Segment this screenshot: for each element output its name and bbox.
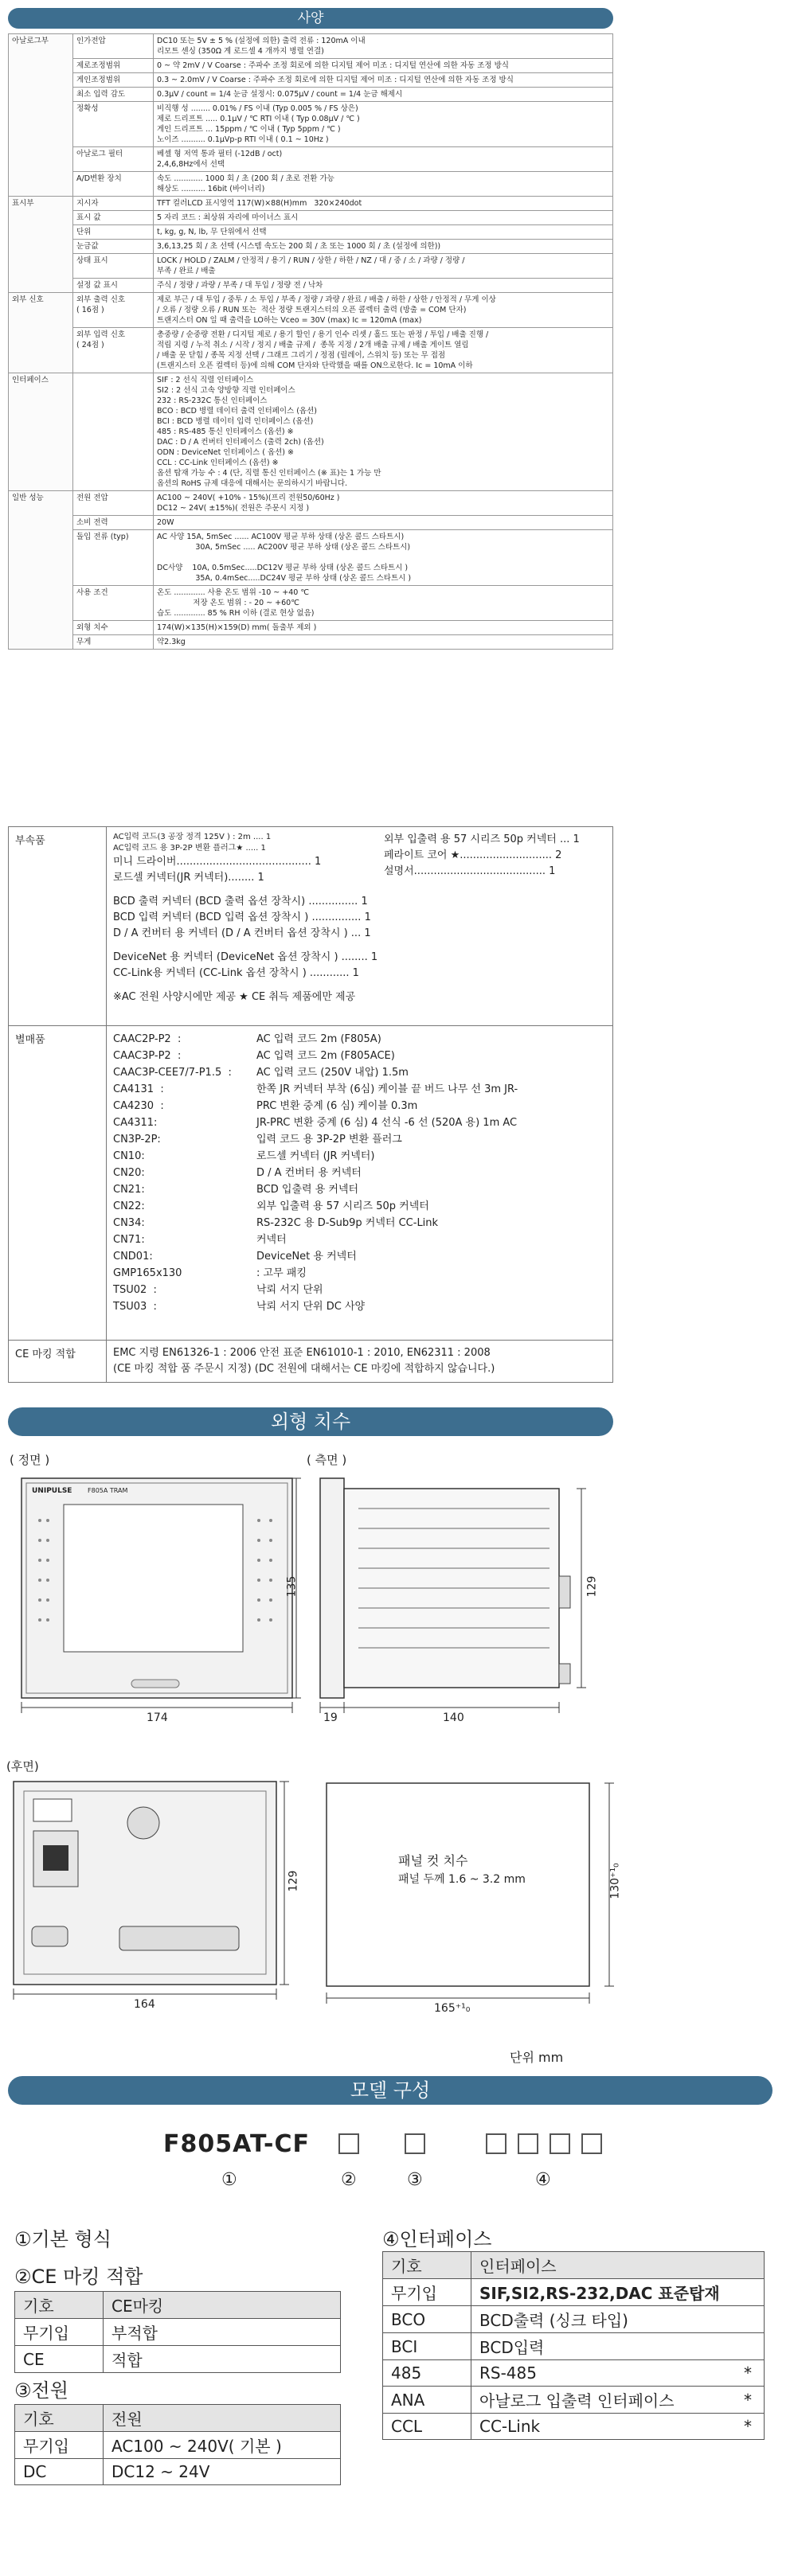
front-view-drawing bbox=[22, 1478, 301, 1713]
spec-value: TFT 컬러LCD 표시영역 117(W)×88(H)mm 320×240dot bbox=[154, 197, 613, 211]
accessory-item: CC-Link용 커넥터 (CC-Link 옵션 장착시 ) ............ 1 bbox=[113, 967, 359, 979]
option-code: CN21: bbox=[113, 1184, 145, 1196]
model-code: F805AT-CF bbox=[163, 2130, 311, 2158]
power-table-row bbox=[15, 2432, 341, 2459]
ce-table-row bbox=[15, 2346, 341, 2373]
spec-value: 비직행 성 ........ 0.01% / FS 이내 (Typ 0.005 % / FS 상은) 제로 드리프트 ..... 0.1μV / ℃ RTI 이내 ( Typ 0.08μV / ℃ ) 게인 드리프트 ... 15ppm / ℃ 이내 ( Typ 5ppm / ℃ ) 노이즈 .......... 0.1μVp-p RTI 이내 ( 0.1 ~ 10Hz ) bbox=[154, 102, 613, 147]
spec-value: 0.3 ~ 2.0mV / V Coarse : 주파수 조정 회로에 의한 디지털 제어 미조 : 디지털 연산에 의한 자동 조정 방식 bbox=[154, 73, 613, 88]
panel-cutout-drawing bbox=[327, 1783, 614, 2004]
table-cell: RS-485 bbox=[471, 2360, 733, 2387]
cutout-title: 패널 컷 치수 bbox=[398, 1853, 468, 1868]
front-model-label: F805A TRAM bbox=[88, 1487, 128, 1494]
ce-table bbox=[14, 2291, 341, 2373]
option-code: GMP165x130 bbox=[113, 1267, 182, 1279]
accessory-item: BCD 입력 커넥터 (BCD 입력 옵션 장착시 ) ............... 1 bbox=[113, 911, 371, 923]
cutout-width-dim: 165⁺¹₀ bbox=[434, 2002, 471, 2015]
power-table-row bbox=[15, 2405, 341, 2432]
spec-item: 지시자 bbox=[73, 197, 154, 211]
spec-category: 외부 신호 bbox=[9, 293, 73, 328]
table-cell: 기호 bbox=[383, 2252, 471, 2279]
spec-item: 외부 출력 신호 ( 16점 ) bbox=[73, 293, 154, 328]
option-code: CN22: bbox=[113, 1200, 145, 1212]
option-desc: D / A 컨버터 용 커넥터 bbox=[256, 1167, 362, 1179]
interface-table-row bbox=[383, 2252, 765, 2279]
option-desc: 낙뢰 서지 단위 DC 사양 bbox=[256, 1301, 366, 1313]
table-cell: CE마킹 bbox=[104, 2292, 341, 2319]
table-cell: 무기입 bbox=[15, 2432, 104, 2459]
spec-item: A/D변환 장치 bbox=[73, 172, 154, 197]
cutout-subtitle: 패널 두께 1.6 ~ 3.2 mm bbox=[398, 1873, 526, 1886]
interface-table-row bbox=[383, 2387, 765, 2414]
option-code: CAAC2P-P2 : bbox=[113, 1033, 182, 1045]
option-code: CAAC3P-P2 : bbox=[113, 1050, 182, 1062]
interface-table-row bbox=[383, 2306, 765, 2333]
table-cell: 485 bbox=[383, 2360, 471, 2387]
table-cell: ANA bbox=[383, 2387, 471, 2414]
ce-line-1: EMC 지령 EN61326-1 : 2006 안전 표준 EN61010-1 : 2010, EN62311 : 2008 bbox=[113, 1347, 491, 1359]
unit-label: 단위 mm bbox=[510, 2050, 564, 2065]
spec-value: 온도 ............. 사용 온도 범위 -10 ~ +40 ℃ 저장 온도 범위 : - 20 ~ +60℃ 습도 ............. 85 % RH 이하 (결로 현상 없음) bbox=[154, 586, 613, 621]
spec-category: 아날로그부 bbox=[9, 34, 73, 59]
front-view-label: ( 정면 ) bbox=[10, 1453, 50, 1467]
spec-item: 외부 입력 신호 ( 24점 ) bbox=[73, 328, 154, 373]
table-cell: CCL bbox=[383, 2414, 471, 2440]
ce-line-2: (CE 마킹 적합 품 주문시 지정) (DC 전원에 대해서는 CE 마킹에 적합하지 않습니다.) bbox=[113, 1363, 495, 1375]
table-cell: 전원 bbox=[104, 2405, 341, 2432]
interface-code-box-4 bbox=[581, 2133, 602, 2154]
spec-item: 정확성 bbox=[73, 102, 154, 147]
model-title-banner bbox=[8, 2076, 772, 2105]
spec-item: 최소 입력 감도 bbox=[73, 88, 154, 102]
option-desc: BCD 입출력 용 커넥터 bbox=[256, 1184, 359, 1196]
interface-table-row bbox=[383, 2279, 765, 2306]
option-code: CN3P-2P: bbox=[113, 1134, 161, 1146]
side-view-drawing bbox=[320, 1478, 586, 1713]
spec-value: 20W bbox=[154, 516, 613, 530]
spec-value: 0 ~ 약 2mV / V Coarse : 주파수 조정 회로에 의한 디지털 제어 미조 : 디지털 연산에 의한 자동 조정 방식 bbox=[154, 59, 613, 73]
option-code: CN34: bbox=[113, 1217, 145, 1229]
table-cell bbox=[732, 2306, 765, 2333]
spec-item: 전원 전압 bbox=[73, 491, 154, 516]
table-cell: DC bbox=[15, 2459, 104, 2485]
spec-value: t, kg, g, N, lb, 무 단위에서 선택 bbox=[154, 225, 613, 240]
spec-value: 약2.3kg bbox=[154, 635, 613, 650]
option-desc: JR-PRC 변환 중계 (6 심) 4 선식 -6 선 (520A 용) 1m AC bbox=[256, 1117, 518, 1129]
table-cell: 무기입 bbox=[15, 2319, 104, 2346]
option-desc: 외부 입출력 용 57 시리즈 50p 커넥터 bbox=[256, 1200, 429, 1212]
power-table-row bbox=[15, 2459, 341, 2485]
table-cell: * bbox=[732, 2360, 765, 2387]
table-cell: CC-Link bbox=[471, 2414, 733, 2440]
spec-value: 베셀 형 저역 통과 필터 (-12dB / oct) 2,4,6,8Hz에서 선택 bbox=[154, 147, 613, 172]
side-view-label: ( 측면 ) bbox=[307, 1453, 347, 1467]
table-cell: 부적합 bbox=[104, 2319, 341, 2346]
side-height-dim: 129 bbox=[585, 1575, 599, 1598]
option-code: CA4230 : bbox=[113, 1100, 164, 1112]
table-cell bbox=[732, 2252, 765, 2279]
spec-item: 인가전압 bbox=[73, 34, 154, 59]
spec-item: 소비 전력 bbox=[73, 516, 154, 530]
table-cell bbox=[732, 2333, 765, 2360]
accessory-item: 미니 드라이버......................................... 1 bbox=[113, 856, 322, 868]
table-cell: BCD출력 (싱크 타입) bbox=[471, 2306, 733, 2333]
option-desc: AC 입력 코드 (250V 내압) 1.5m bbox=[256, 1067, 409, 1079]
accessory-item: 페라이트 코어 ★............................ 2 bbox=[384, 849, 562, 861]
marker-2: ② bbox=[341, 2170, 357, 2190]
table-cell: 기호 bbox=[15, 2405, 104, 2432]
spec-item: 돌입 전류 (typ) bbox=[73, 530, 154, 586]
marker-1: ① bbox=[221, 2170, 237, 2190]
table-cell bbox=[732, 2279, 765, 2306]
spec-item: 외형 치수 bbox=[73, 621, 154, 635]
option-desc: PRC 변환 중계 (6 심) 케이블 0.3m bbox=[256, 1100, 418, 1112]
table-cell: CE bbox=[15, 2346, 104, 2373]
option-code: CND01: bbox=[113, 1251, 153, 1263]
accessory-label: 부속품 bbox=[9, 827, 107, 1026]
table-cell: BCD입력 bbox=[471, 2333, 733, 2360]
option-code: TSU03 : bbox=[113, 1301, 157, 1313]
option-code: TSU02 : bbox=[113, 1284, 157, 1296]
table-cell: SIF,SI2,RS-232,DAC 표준탑재 bbox=[471, 2279, 733, 2306]
spec-title: 사양 bbox=[297, 10, 324, 26]
accessory-item: DeviceNet 용 커넥터 (DeviceNet 옵션 장착시 ) ........ 1 bbox=[113, 951, 378, 963]
spec-value: 0.3μV / count = 1/4 눈금 설정시: 0.075μV / count = 1/4 눈금 해제시 bbox=[154, 88, 613, 102]
ce-table-row bbox=[15, 2319, 341, 2346]
spec-value: SIF : 2 선식 직렬 인터페이스 SI2 : 2 선식 고속 양방향 직렬 인터페이스 232 : RS-232C 통신 인터페이스 BCO : BCD 병렬 데이터 출력 인터페이스 (옵션) BCI : BCD 병렬 데이터 입력 인터페이스 (옵션) 485 : RS-485 통신 인터페이스 (옵션) ※ DAC : D / A 컨버터 인터페이스 (출력 2ch) (옵션) ODN : DeviceNet 인터페이스 ( 옵션) ※ CCL : CC-Link 인터페이스 (옵션) ※ 옵션 탑재 가능 수 : 4 (단, 직렬 통신 인터페이스 (※ 표)는 1 가능 만 옵션의 RoHS 규제 대응에 대해서는 문의하시기 바랍니다. bbox=[154, 373, 613, 491]
spec-item: 아날로그 필터 bbox=[73, 147, 154, 172]
interface-table-row bbox=[383, 2360, 765, 2387]
spec-value: 3,6,13,25 회 / 초 선택 (시스템 속도는 200 회 / 초 또는 1000 회 / 초 (설정에 의한)) bbox=[154, 240, 613, 254]
spec-value: AC100 ~ 240V( +10% - 15%)(프리 전원50/60Hz ) DC12 ~ 24V( ±15%)( 전원은 주문시 지정 ) bbox=[154, 491, 613, 516]
spec-value: LOCK / HOLD / ZALM / 안정적 / 용기 / RUN / 상한 / 하한 / NZ / 대 / 중 / 소 / 과량 / 정량 / 부족 / 완료 / 배출 bbox=[154, 254, 613, 279]
spec-value: 총중량 / 순중량 전환 / 디지털 제로 / 용기 할인 / 용기 인수 리셋 / 홀드 또는 판정 / 투입 / 배출 진행 / 적립 지령 / 누적 취소 / 시작 / 정지 / 배출 규제 / 종목 지정 / 2개 배출 규제 / 배출 게이트 열림 / 배출 문 닫힘 / 종목 지정 선택 / 그래프 그리기 / 정점 (릴레이, 스위치 등) 또는 무 접점 (트랜지스터 오픈 컬렉터 등)에 의해 COM 단자와 단락했을 때를 ON으로한다. Ic = 10mA 이하 bbox=[154, 328, 613, 373]
spec-item: 상태 표시 bbox=[73, 254, 154, 279]
model-title: 모델 구성 bbox=[350, 2079, 431, 2102]
power-table bbox=[14, 2404, 341, 2485]
accessory-item: 설명서........................................ 1 bbox=[384, 865, 556, 877]
table-cell: DC12 ~ 24V bbox=[104, 2459, 341, 2485]
options-label: 별매품 bbox=[9, 1026, 107, 1341]
option-code: CA4311: bbox=[113, 1117, 158, 1129]
table-cell: 아날로그 입출력 인터페이스 bbox=[471, 2387, 733, 2414]
option-code: CN20: bbox=[113, 1167, 145, 1179]
interface-table-row bbox=[383, 2414, 765, 2440]
spec-value: 주식 / 정량 / 과량 / 부족 / 대 투입 / 정량 전 / 낙차 bbox=[154, 279, 613, 293]
front-height-dim: 135 bbox=[285, 1575, 299, 1598]
spec-category: 표시부 bbox=[9, 197, 73, 211]
spec-item: 표시 값 bbox=[73, 211, 154, 225]
spec-value: 174(W)×135(H)×159(D) mm( 돌출부 제외 ) bbox=[154, 621, 613, 635]
spec-item: 게인조정범위 bbox=[73, 73, 154, 88]
option-desc: 입력 코드 용 3P-2P 변환 플러그 bbox=[256, 1134, 402, 1146]
option-desc: RS-232C 용 D-Sub9p 커넥터 CC-Link bbox=[256, 1217, 439, 1229]
rear-height-dim: 129 bbox=[287, 1870, 300, 1892]
spec-item: 무게 bbox=[73, 635, 154, 650]
ce-heading: ②CE 마킹 적합 bbox=[14, 2266, 143, 2288]
rear-view-drawing bbox=[14, 1782, 289, 2000]
option-desc: 로드셀 커넥터 (JR 커넥터) bbox=[256, 1150, 375, 1162]
spec-item: 사용 조건 bbox=[73, 586, 154, 621]
option-desc: : 고무 패킹 bbox=[256, 1267, 307, 1279]
table-cell: * bbox=[732, 2414, 765, 2440]
accessory-item: D / A 컨버터 용 커넥터 (D / A 컨버터 옵션 장착시 ) ... 1 bbox=[113, 927, 371, 939]
rear-view-label: (후면) bbox=[6, 1759, 39, 1774]
table-cell: 기호 bbox=[15, 2292, 104, 2319]
marker-3: ③ bbox=[407, 2170, 423, 2190]
option-desc: 커넥터 bbox=[256, 1234, 287, 1246]
accessory-item: ※AC 전원 사양시에만 제공 ★ CE 취득 제품에만 제공 bbox=[113, 991, 356, 1003]
table-cell: * bbox=[732, 2387, 765, 2414]
spec-value: 속도 ............ 1000 회 / 초 (200 회 / 초로 전환 가능 해상도 .......... 16bit (바이너리) bbox=[154, 172, 613, 197]
interface-table bbox=[382, 2251, 765, 2440]
table-cell: BCO bbox=[383, 2306, 471, 2333]
interface-heading: ④인터페이스 bbox=[382, 2228, 492, 2250]
cutout-height-dim: 130⁺¹₀ bbox=[608, 1863, 622, 1899]
option-desc: 한쪽 JR 커넥터 부착 (6심) 케이블 끝 버드 나무 선 3m JR- bbox=[256, 1083, 518, 1095]
accessory-item: AC입력 코드(3 공장 정격 125V ) : 2m .... 1 bbox=[113, 833, 272, 841]
option-desc: AC 입력 코드 2m (F805A) bbox=[256, 1033, 381, 1045]
option-code: CN71: bbox=[113, 1234, 145, 1246]
basic-type-heading: ①기본 형식 bbox=[14, 2228, 111, 2250]
spec-value: AC 사양 15A, 5mSec ...... AC100V 평균 부하 상태 (상온 콜드 스타트시) 30A, 5mSec ..... AC200V 평균 부하 상태 (상온 콜드 스타트시) DC사양 10A, 0.5mSec.....DC12V 평균 부하 상태 (상온 콜드 스타트시 ) 35A, 0.4mSec.....DC24V 평균 부하 상태 (상온 콜드 스타트시 ) bbox=[154, 530, 613, 586]
side-depth-b-dim: 140 bbox=[443, 1711, 464, 1724]
option-code: CAAC3P-CEE7/7-P1.5 : bbox=[113, 1067, 232, 1079]
interface-table-row bbox=[383, 2333, 765, 2360]
table-cell: AC100 ~ 240V( 기본 ) bbox=[104, 2432, 341, 2459]
power-heading: ③전원 bbox=[14, 2379, 68, 2402]
spec-value: 5 자리 코드 : 최상위 자리에 마이너스 표시 bbox=[154, 211, 613, 225]
spec-item: 제로조정범위 bbox=[73, 59, 154, 73]
outline-title: 외형 치수 bbox=[270, 1411, 351, 1433]
option-code: CN10: bbox=[113, 1150, 145, 1162]
ce-label: CE 마킹 적합 bbox=[9, 1341, 107, 1383]
table-cell: BCI bbox=[383, 2333, 471, 2360]
spec-item: 단위 bbox=[73, 225, 154, 240]
spec-category: 일반 성능 bbox=[9, 491, 73, 516]
accessory-item: 로드셀 커넥터(JR 커넥터)........ 1 bbox=[113, 872, 264, 884]
interface-code-box-3 bbox=[550, 2133, 570, 2154]
spec-item: 설정 값 표시 bbox=[73, 279, 154, 293]
ce-code-box bbox=[338, 2133, 359, 2154]
table-cell: 인터페이스 bbox=[471, 2252, 733, 2279]
ce-table-row bbox=[15, 2292, 341, 2319]
accessory-item: AC입력 코드 용 3P-2P 변환 플러그★ ..... 1 bbox=[113, 844, 266, 853]
power-code-box bbox=[405, 2133, 425, 2154]
option-desc: DeviceNet 용 커넥터 bbox=[256, 1251, 357, 1263]
option-desc: AC 입력 코드 2m (F805ACE) bbox=[256, 1050, 395, 1062]
interface-code-box-1 bbox=[486, 2133, 507, 2154]
option-code: CA4131 : bbox=[113, 1083, 164, 1095]
accessory-item: 외부 입출력 용 57 시리즈 50p 커넥터 ... 1 bbox=[384, 833, 580, 845]
side-depth-a-dim: 19 bbox=[323, 1711, 338, 1724]
spec-value: DC10 또는 5V ± 5 % (설정에 의한) 출력 전류 : 120mA 이내 리모트 센싱 (350Ω 계 로드셀 4 개까지 병렬 연결) bbox=[154, 34, 613, 59]
spec-value: 제로 부근 / 대 투입 / 중투 / 소 투입 / 부족 / 정량 / 과량 / 완료 / 배출 / 하한 / 상한 / 안정적 / 무게 이상 / 오류 / 정량 오류 / RUN 또는 적산 정량 트랜지스터의 오픈 콜렉터 출력 (방출 = COM 단자) 트랜지스터 ON 일 때 출력을 LO하는 Vceo = 30V (max) Ic = 120mA (max) bbox=[154, 293, 613, 328]
front-brand-logo: UNIPULSE bbox=[32, 1487, 72, 1495]
accessory-item: BCD 출력 커넥터 (BCD 출력 옵션 장착시) ............... 1 bbox=[113, 896, 368, 907]
spec-item: 눈금값 bbox=[73, 240, 154, 254]
interface-code-box-2 bbox=[518, 2133, 538, 2154]
table-cell: 적합 bbox=[104, 2346, 341, 2373]
front-width-dim: 174 bbox=[147, 1711, 168, 1724]
rear-width-dim: 164 bbox=[134, 1998, 155, 2011]
marker-4: ④ bbox=[535, 2170, 551, 2190]
option-desc: 낙뢰 서지 단위 bbox=[256, 1284, 323, 1296]
spec-category: 인터페이스 bbox=[9, 373, 73, 491]
table-cell: 무기입 bbox=[383, 2279, 471, 2306]
